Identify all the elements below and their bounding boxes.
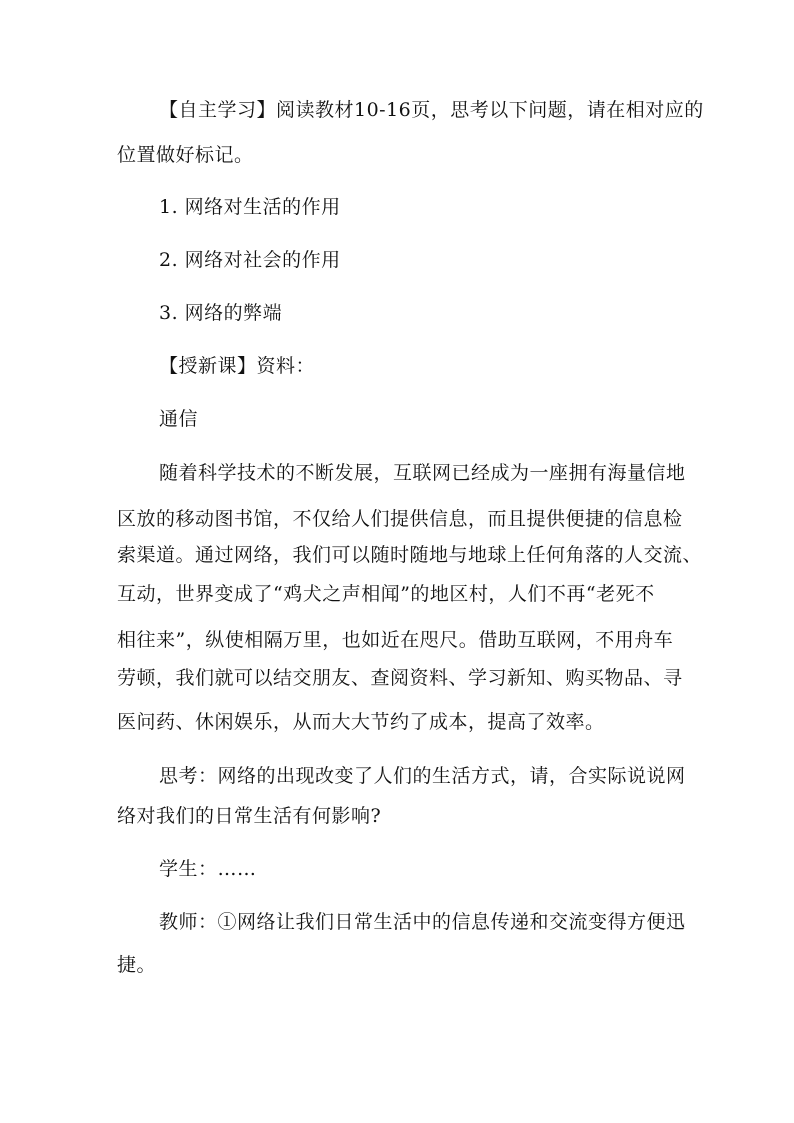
new-lesson-heading: 【授新课】资料： bbox=[159, 355, 316, 377]
question-3: 3. 网络的弊端 bbox=[159, 302, 283, 324]
passage-line-1: 随着科学技术的不断发展，互联网已经成为一座拥有海量信地 bbox=[159, 462, 686, 484]
teacher-line-1: 教师：①网络让我们日常生活中的信息传递和交流变得方便迅 bbox=[159, 911, 686, 933]
intro-line-1: 【自主学习】阅读教材10-16页，思考以下问题，请在相对应的 bbox=[159, 99, 704, 121]
passage-line-4: 互动，世界变成了“鸡犬之声相闻”的地区村，人们不再“老死不 bbox=[117, 583, 655, 605]
question-2: 2. 网络对社会的作用 bbox=[159, 249, 341, 271]
passage-line-7: 医问药、休闲娱乐，从而大大节约了成本，提高了效率。 bbox=[117, 711, 605, 733]
question-1: 1. 网络对生活的作用 bbox=[159, 196, 341, 218]
think-line-2: 络对我们的日常生活有何影响? bbox=[117, 805, 382, 827]
intro-line-2: 位置做好标记。 bbox=[117, 144, 254, 166]
think-line-1: 思考：网络的出现改变了人们的生活方式，请，合实际说说网 bbox=[159, 765, 686, 787]
passage-line-5: 相往来”，纵使相隔万里，也如近在咫尺。借助互联网，不用舟车 bbox=[117, 629, 674, 651]
student-line: 学生：…… bbox=[159, 858, 257, 880]
passage-line-6: 劳顿，我们就可以结交朋友、查阅资料、学习新知、购买物品、寻 bbox=[117, 667, 683, 689]
topic-title: 通信 bbox=[159, 408, 199, 430]
passage-line-2: 区放的移动图书馆，不仅给人们提供信息，而且提供便捷的信息检 bbox=[117, 508, 683, 530]
passage-line-3: 索渠道。通过网络，我们可以随时随地与地球上任何角落的人交流、 bbox=[117, 544, 703, 566]
teacher-line-2: 捷。 bbox=[117, 954, 157, 976]
